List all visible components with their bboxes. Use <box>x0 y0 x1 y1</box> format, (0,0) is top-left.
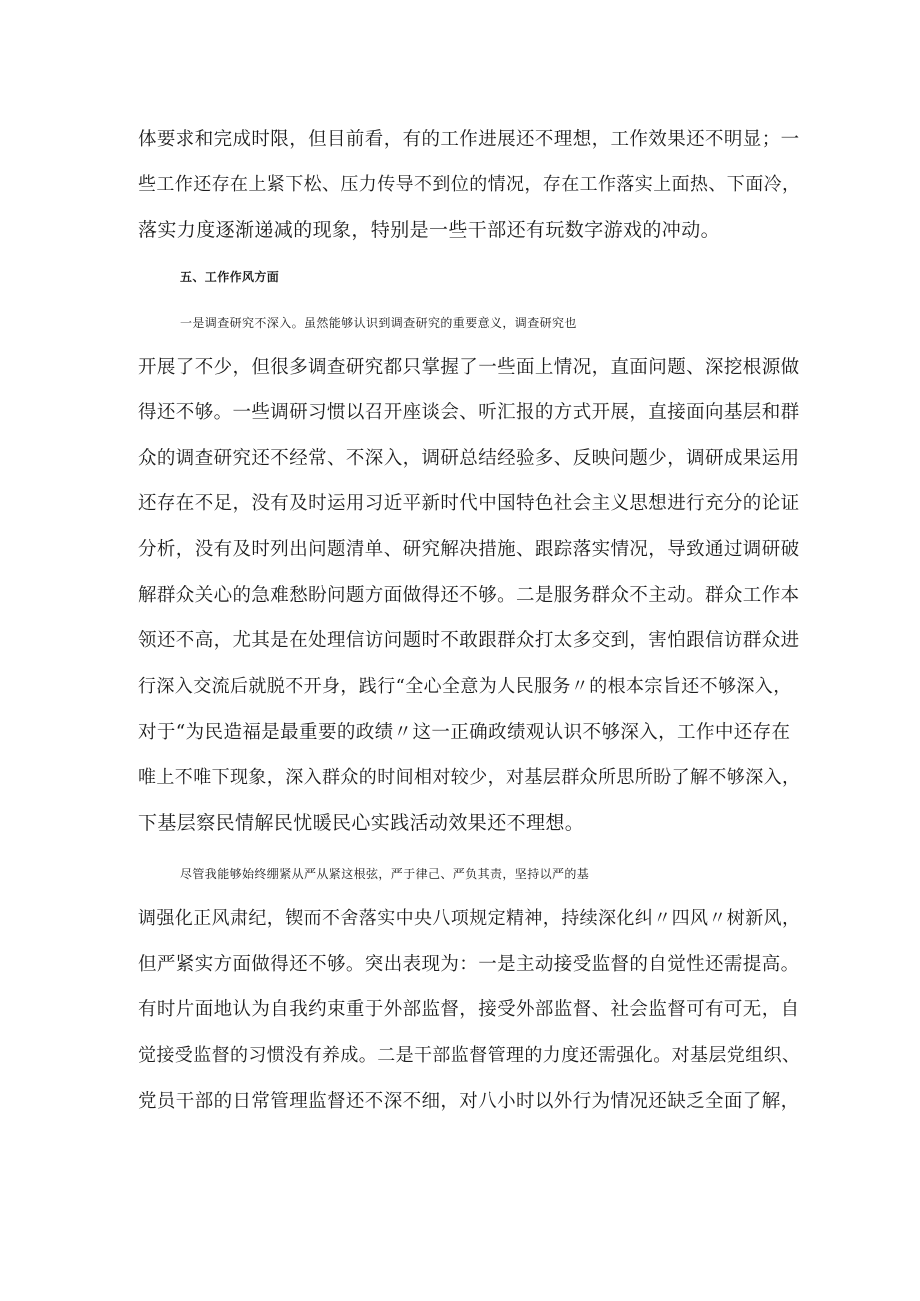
text-line: 有时片面地认为自我约束重于外部监督，接受外部监督、社会监督可有可无，自 <box>138 999 800 1020</box>
text-line: 众的调查研究还不经常、不深入，调研总结经验多、反映问题少，调研成果运用 <box>138 448 800 469</box>
text-line: 还存在不足，没有及时运用习近平新时代中国特色社会主义思想进行充分的论证 <box>138 493 800 514</box>
text-line: 但严紧实方面做得还不够。突出表现为：一是主动接受监督的自觉性还需提高。 <box>138 954 800 975</box>
text-line: 尽管我能够始终绷紧从严从紧这根弦，严于律己、严负其责，坚持以严的基 <box>180 867 590 881</box>
text-line: 一是调查研究不深入。虽然能够认识到调查研究的重要意义，调查研究也 <box>180 316 577 330</box>
text-line: 领还不高，尤其是在处理信访问题时不敢跟群众打太多交到，害怕跟信访群众进 <box>138 630 800 651</box>
text-line: 解群众关心的急难愁盼问题方面做得还不够。二是服务群众不主动。群众工作本 <box>138 585 800 606</box>
text-line: 体要求和完成时限，但目前看，有的工作进展还不理想，工作效果还不明显；一 <box>138 129 800 150</box>
text-line: 对于“为民造福是最重要的政绩〃这一正确政绩观认识不够深入，工作中还存在 <box>138 722 791 743</box>
text-line: 觉接受监督的习惯没有养成。二是干部监督管理的力度还需强化。对基层党组织、 <box>138 1045 801 1066</box>
text-line: 分析，没有及时列出问题清单、研究解决措施、跟踪落实情况，导致通过调研破 <box>138 539 800 560</box>
text-line: 调强化正风肃纪，锲而不舍落实中央八项规定精神，持续深化纠〃四风〃树新风， <box>138 908 801 929</box>
text-line: 唯上不唯下现象，深入群众的时间相对较少，对基层群众所思所盼了解不够深入， <box>138 767 801 788</box>
text-line: 下基层察民情解民忧暖民心实践活动效果还不理想。 <box>138 812 585 834</box>
text-line: 得还不够。一些调研习惯以召开座谈会、听汇报的方式开展，直接面向基层和群 <box>138 402 800 423</box>
section-heading: 五、工作作风方面 <box>180 270 280 284</box>
text-line: 党员干部的日常管理监督还不深不细，对八小时以外行为情况还缺乏全面了解， <box>138 1091 800 1112</box>
text-line: 开展了不少，但很多调查研究都只掌握了一些面上情况，直面问题、深挖根源做 <box>138 357 800 378</box>
text-line: 落实力度逐渐递减的现象，特别是一些干部还有玩数字游戏的冲动。 <box>138 219 721 241</box>
text-line: 行深入交流后就脱不开身，践行“全心全意为人民服务〃的根本宗旨还不够深入， <box>138 676 792 697</box>
text-line: 些工作还存在上紧下松、压力传导不到位的情况，存在工作落实上面热、下面冷， <box>138 174 801 195</box>
